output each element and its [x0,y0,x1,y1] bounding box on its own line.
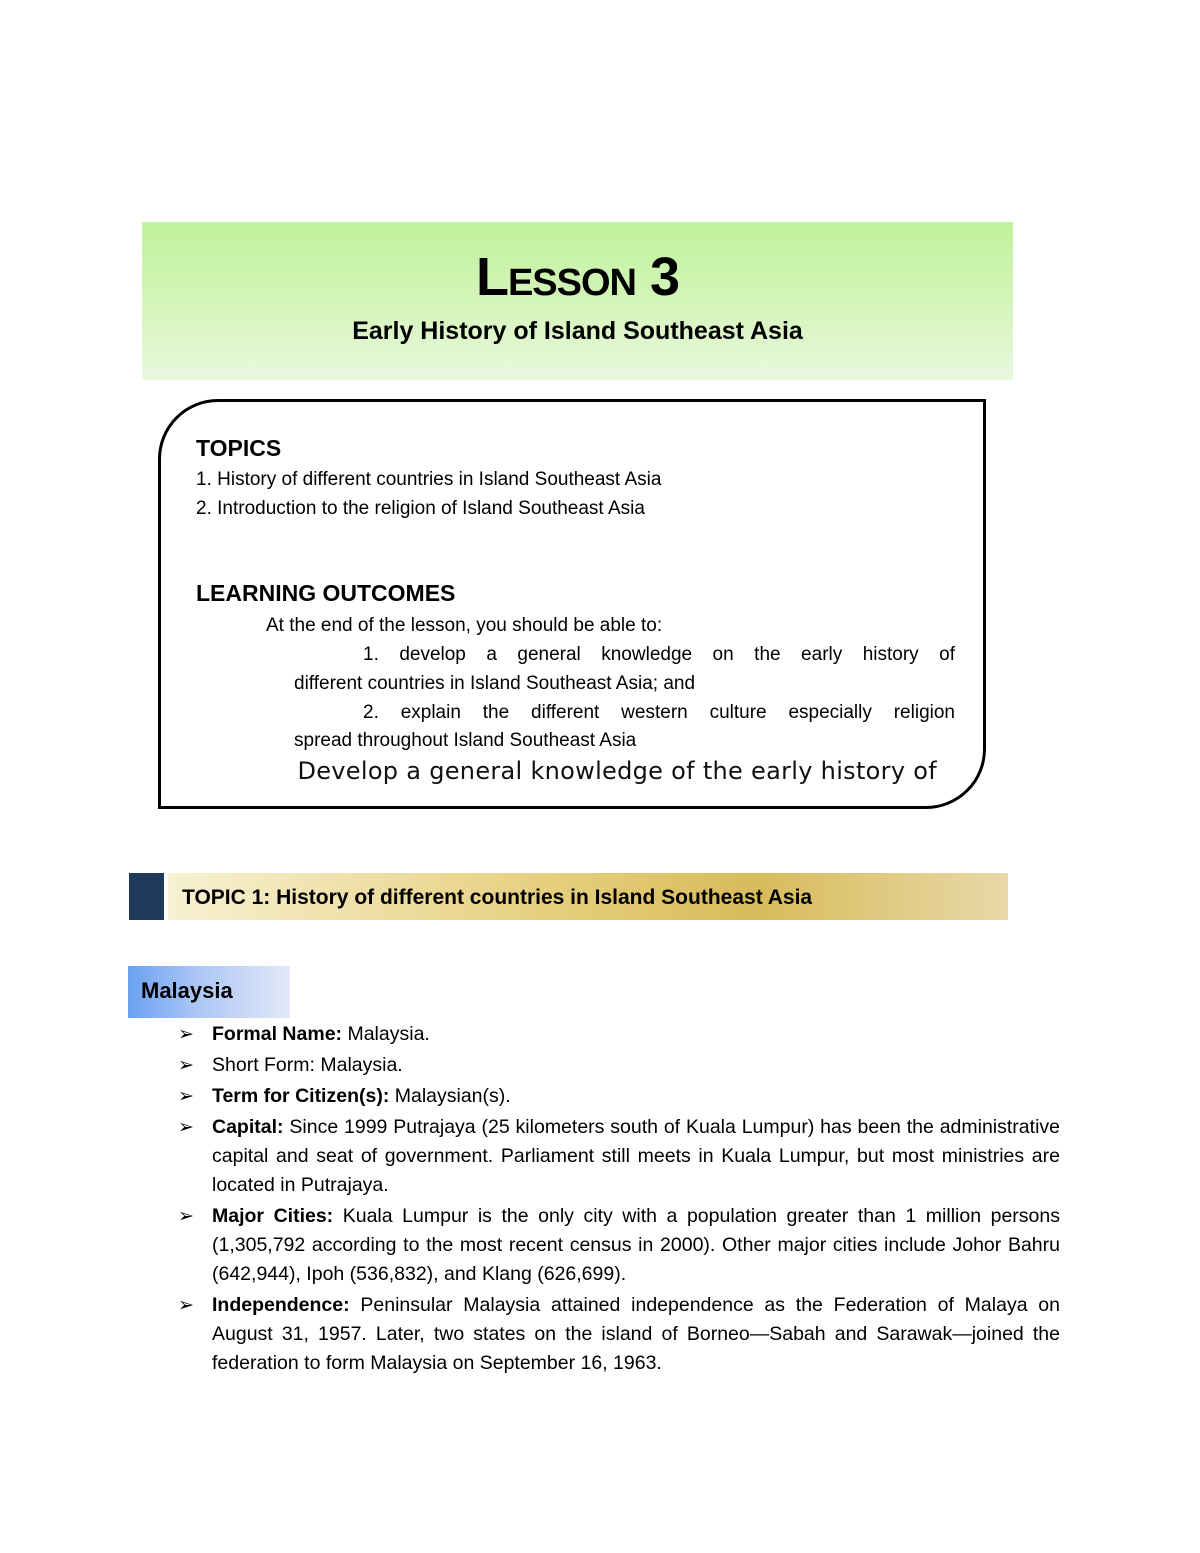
lesson-number: 3 [650,247,680,307]
fact-item [174,1202,1060,1289]
topic-marker [129,873,164,920]
fact-label: Major Cities: [212,1205,334,1227]
topic-title: TOPIC 1: History of different countries in Island Southeast Asia [182,886,813,909]
arrow-bullet-icon: ➢ [178,1086,194,1107]
fact-label: Independence: [212,1294,350,1316]
facts-list [174,1020,1060,1380]
arrow-bullet-icon: ➢ [178,1117,194,1138]
outcome-item-1-line-1: 1. develop a general knowledge on the early history of [363,644,955,665]
fact-label: Capital: [212,1116,284,1138]
fact-item [174,1291,1060,1378]
fact-text: Short Form: Malaysia. [212,1054,403,1076]
arrow-bullet-icon: ➢ [178,1055,194,1076]
outcome-item-1-line-2: different countries in Island Southeast Asia; and [294,673,696,694]
lesson-word-initial: L [475,247,508,307]
outcome-item-2-line-1: 2. explain the different western culture especially religion [363,702,955,723]
topic-header-bar [168,873,1008,920]
fact-text: Malaysia. [342,1023,430,1045]
fact-text: Peninsular Malaysia attained independence as the Federation of Malaya on August 31, 1957. Later, two states on the island of Borneo—Sabah and Sarawak—joined the federation to form Malaysia on September 16, 1963. [212,1294,1060,1374]
overflow-text [142,755,937,787]
country-name: Malaysia [141,978,233,1003]
arrow-bullet-icon: ➢ [178,1295,194,1316]
fact-item [174,1113,1060,1200]
fact-text: Since 1999 Putrajaya (25 kilometers south of Kuala Lumpur) has been the administrative capital and seat of government. Parliament still meets in Kuala Lumpur, but most ministries are located in Putrajaya. [212,1116,1060,1196]
country-tab [128,966,290,1018]
outcomes-intro: At the end of the lesson, you should be able to: [266,615,663,636]
topics-heading: TOPICS [196,435,282,461]
fact-label: Formal Name: [212,1023,343,1045]
fact-text: Kuala Lumpur is the only city with a population greater than 1 million persons (1,305,792 according to the most recent census in 2000). Other major cities include Johor Bahru (642,944), Ipoh (536,832), and Klang (626,699). [212,1205,1060,1285]
fact-item [174,1051,1060,1080]
arrow-bullet-icon: ➢ [178,1024,194,1045]
topic-item: 1. History of different countries in Island Southeast Asia [196,469,662,490]
fact-label: Term for Citizen(s): [212,1085,390,1107]
lesson-banner [142,222,1013,380]
topic-item: 2. Introduction to the religion of Island Southeast Asia [196,498,645,519]
lesson-word-rest: esson [507,247,636,307]
outcomes-heading: LEARNING OUTCOMES [196,580,456,606]
lesson-subtitle: Early History of Island Southeast Asia [352,317,803,345]
arrow-bullet-icon: ➢ [178,1206,194,1227]
fact-item [174,1082,1060,1111]
fact-item [174,1020,1060,1049]
overflow-text-content: Develop a general knowledge of the early history of [297,757,937,785]
fact-text: Malaysian(s). [389,1085,511,1107]
lesson-title [142,248,1013,306]
outcome-item-2-line-2: spread throughout Island Southeast Asia [294,730,637,751]
